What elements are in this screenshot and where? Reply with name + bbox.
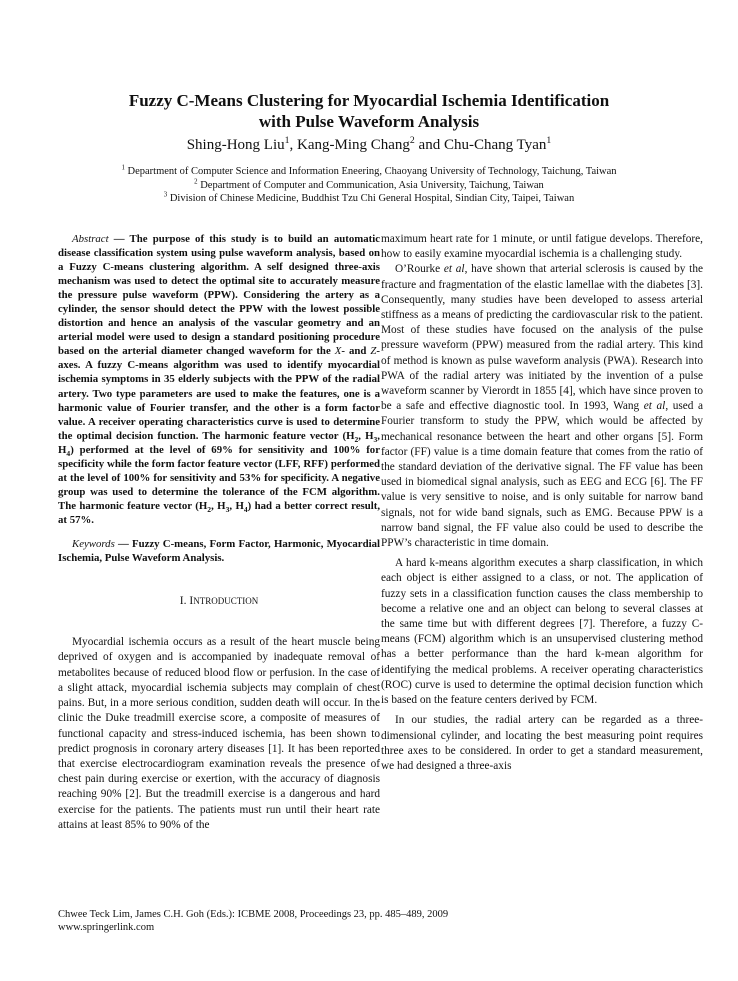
abstract [58,232,380,527]
axis-x: X [334,345,342,358]
abstract-text: — The purpose of this study is to build an automatic disease classification system using pulse waveform analysis, based on a Fuzzy C-means clustering algorithm. A self designed three-axis mechanism was used to detect the optimal site to accurately measure the pressure pulse waveform (PPW). Considering the artery as a cylinder, the sensor should detect the PPW with the lowest possible distortion and hence an analysis of the vascular geometry and an arterial model were used to design a standard positioning procedure based on the arterial diameter changed waveform for the [58,233,380,358]
citation-line: Chwee Teck Lim, James C.H. Goh (Eds.): ICBME 2008, Proceedings 23, pp. 485–489, 2009 [58,909,449,920]
abstract-text: ) had a better correct result, at 57%. [58,499,381,526]
body-paragraph: Myocardial ischemia occurs as a result of the heart muscle being deprived of oxygen and is accompanied by inadequate removal of metabolites because of reduced blood flow or perfusion. In the case of a slight attack, myocardial ischemia subjects may complain of chest pains. But, in a more serious condition, sudden death will occur. In the clinic the Duke treadmill exercise score, a composite of measures of functional capacity and stress-induced ischemia, has been shown to predict prognosis in coronary artery diseases [1]. It has been reported that exercise electrocardiogram examination reveals the presence of chest pain during exercise or exertion, with the accuracy of diagnosis reaching 90% [2]. But the treadmill exercise is a dangerous and hard exercise for the patients. The patients must run until their heart rate attains at least 85% to 90% of the [58,636,380,831]
subscript: 4 [66,448,71,458]
author-name: Kang-Ming Chang [297,137,410,153]
italic-text: et al [443,263,465,276]
affiliations [0,165,738,206]
abstract-text: , H [358,429,374,442]
page-footer [58,908,448,934]
abstract-text: , H [211,499,226,512]
subscript: 4 [243,505,248,515]
body-text: , used a Fourier transform to study the PPW, which would be affected by mechanical resonance between the heart and other organs [5]. Form factor (FF) value is a time domain feature that comes from the ratio of the standard deviation of the derivative signal. The FF value has been used in biomedical signal analysis, such as EEG and ECG [6]. The FF value is very sensitive to noise, and is only suitable for narrow band signals, not for wide band signals, such as EMG. Because PPW is a narrow band signal, the FF value also could be used to describe the PPW’s characteristic in time domain. [381,400,704,550]
section-heading [58,594,380,609]
abstract-text: , H [58,429,380,456]
affiliation-line [0,192,738,206]
abstract-text: -axes. A fuzzy C-means algorithm was used to identify myocardial ischemia symptoms in 35 elderly subjects with the PPW of the radial artery. Two type parameters are used to make the features, one is a harmonic value of Fourier transfer, and the other is a form factor value. A receiver operating characteristics curve is used to determine the optimal decision function. The harmonic feature vector (H [58,345,380,442]
affil-text: Division of Chinese Medicine, Buddhist Tzu Chi General Hospital, Sindian City, Taipei, Taiwan [167,193,575,204]
body-paragraph [381,262,703,551]
keywords-text: — Fuzzy C-means, Form Factor, Harmonic, Myocardial Ischemia, Pulse Waveform Analysis. [58,537,380,565]
abstract-text: , H [229,499,244,512]
author-name: Chu-Chang Tyan [443,137,547,153]
affil-text: Department of Computer Science and Information Eneering, Chaoyang University of Technology, Taichung, Taiwan [124,166,617,177]
body-paragraph: maximum heart rate for 1 minute, or until fatigue develops. Therefore, how to easily examine myocardial ischemia is a challenging study. [381,233,703,261]
abstract-text: ) performed at the level of 69% for sensitivity and 100% for specificity while the form factor feature vector (LFF, RFF) performed at the level of 100% for sensitivity and 53% for specificity. A negative group was used to determine the tolerance of the FCM algorithm. The harmonic feature vector (H [58,443,380,512]
keywords-label: Keywords [72,537,115,550]
subscript: 3 [225,505,230,515]
section-first-letter: I [189,595,194,608]
affil-number: 2 [194,178,198,185]
axis-z: Z [370,345,377,358]
body-text: , have shown that arterial sclerosis is caused by the fracture and fragmentation of the elastic lamellae with the diabetes [3]. Consequently, many studies have been developed to assess arterial stiffness as a means of predicting the cardiovascular risk to the patient. Most of these studies have focused on the analysis of the pulse pressure waveform (PPW) measured from the radial artery. This kind of method is known as pulse waveform analysis (PWA). Research into PWA of the radial artery was initiated by the invention of a pulse waveform scanner by Vierordt in 1855 [4], which have since proven to be a safe and effective diagnostic tool. In 1993, Wang [381,263,703,413]
body-text: O’Rourke [395,263,444,276]
abstract-label: Abstract [72,233,109,245]
subscript: 2 [207,505,212,515]
left-column [58,232,380,833]
author-separator: , [289,137,298,153]
keywords [58,537,380,565]
right-column [381,232,703,774]
section-number: I. [179,595,190,608]
body-paragraph: A hard k-means algorithm executes a sharp classification, in which each object is either assigned to a class, or not. The application of fuzzy sets in a classification function causes the class membership to become a relative one and an object can belong to several classes at the same time but with different degrees [7]. Therefore, a fuzzy C-means (FCM) algorithm which is an unsupervised clustering method has a better performance than the hard k-mean algorithm for identifying the medical problems. A receiver operating characteristics (ROC) curve is used to determine the optimal decision function which is based on the feature centers derived by FCM. [381,557,703,707]
title-line-1: Fuzzy C-Means Clustering for Myocardial Ischemia Identification [128,91,610,110]
affil-number: 3 [163,191,168,199]
affiliation-line [0,179,738,193]
italic-text: et al [643,400,666,413]
author-affil-mark: 1 [284,135,290,146]
body-paragraph: In our studies, the radial artery can be regarded as a three-dimensional cylinder, and locating the best measuring point requires three axes to be considered. In order to get a standard measurement, we had designed a three-axis [381,714,703,772]
author-separator: and [414,137,444,153]
affil-number: 1 [121,164,125,172]
author-affil-mark: 2 [409,135,415,146]
author-name: Shing-Hong Liu [186,137,285,153]
author-list [0,137,738,154]
affiliation-line [0,165,738,179]
paper-title [0,90,738,132]
abstract-text: - and [341,345,371,358]
author-affil-mark: 1 [546,135,552,146]
affil-text: Department of Computer and Communication, Asia University, Taichung, Taiwan [197,179,544,191]
subscript: 2 [354,434,359,444]
title-line-2: with Pulse Waveform Analysis [258,112,480,131]
subscript: 3 [373,434,378,444]
section-rest: NTRODUCTION [193,596,259,607]
publisher-url[interactable]: www.springerlink.com [58,922,155,933]
